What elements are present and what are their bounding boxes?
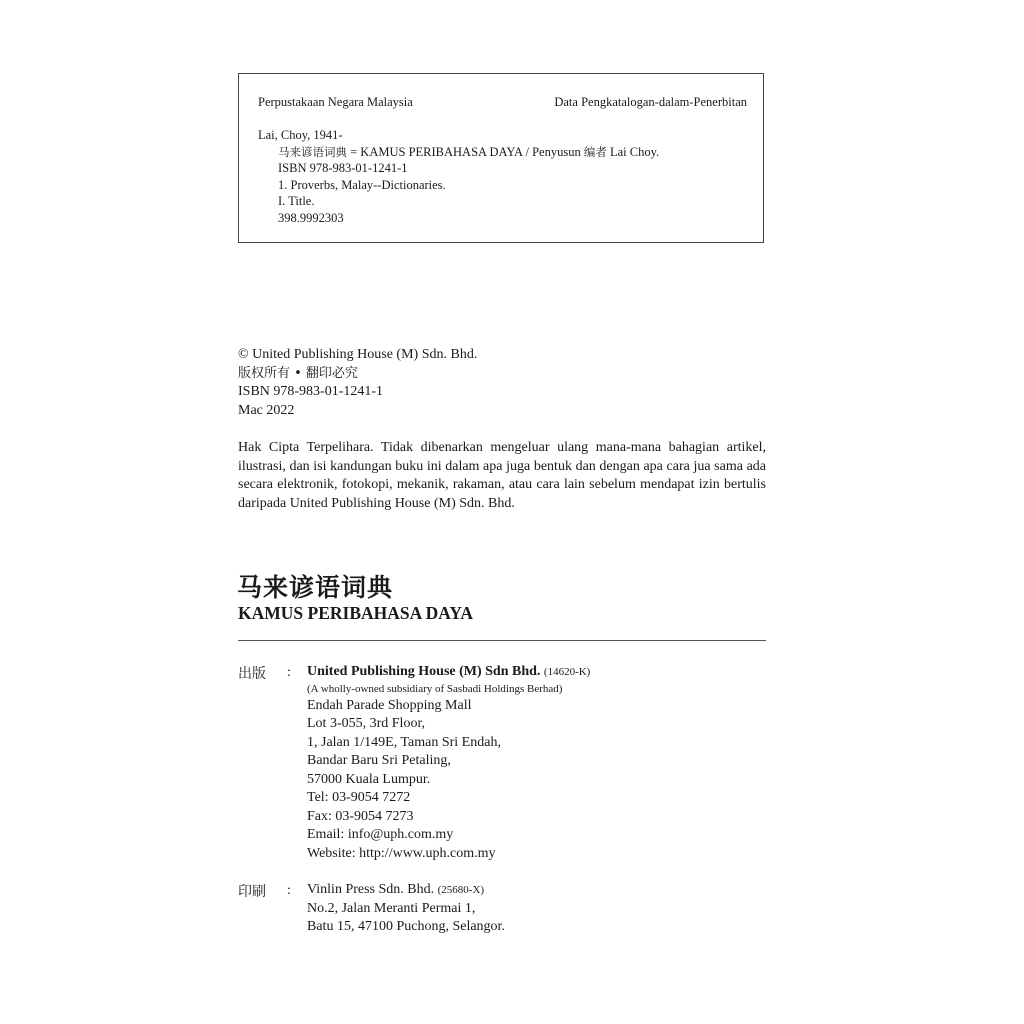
- publisher-label: 出版: [238, 666, 266, 682]
- publisher-subsidiary: (A wholly-owned subsidiary of Sasbadi Holdings Berhad): [307, 682, 563, 695]
- printer-label: 印刷: [238, 884, 266, 900]
- cip-title-rest: = KAMUS PERIBAHASA DAYA / Penyusun: [347, 144, 584, 159]
- publisher-colon: :: [287, 665, 291, 680]
- printer-name: Vinlin Press Sdn. Bhd.: [307, 882, 435, 897]
- title-divider: [238, 640, 766, 641]
- publisher-email: Email: info@uph.com.my: [307, 827, 454, 842]
- cip-classification: 398.9992303: [278, 210, 344, 225]
- copyright-holder: © United Publishing House (M) Sdn. Bhd.: [238, 347, 478, 362]
- publisher-address-line: Bandar Baru Sri Petaling,: [307, 753, 451, 768]
- cip-title-zh: 马来谚语词典: [278, 144, 347, 159]
- copyright-block: [238, 346, 477, 420]
- cip-record: [258, 127, 659, 226]
- book-title-ms: KAMUS PERIBAHASA DAYA: [238, 603, 474, 623]
- cip-title-entry: I. Title.: [278, 194, 315, 208]
- cip-heading: Data Pengkatalogan-dalam-Penerbitan: [554, 95, 747, 109]
- printer-address-line: Batu 15, 47100 Puchong, Selangor.: [307, 919, 505, 934]
- publisher-reg-no: (14620-K): [543, 666, 591, 678]
- copyright-date: Mac 2022: [238, 402, 295, 418]
- publisher-block: [307, 663, 590, 863]
- cip-subject: 1. Proverbs, Malay--Dictionaries.: [278, 177, 446, 192]
- cip-library-name: Perpustakaan Negara Malaysia: [258, 95, 413, 109]
- publisher-address-line: 1, Jalan 1/149E, Taman Sri Endah,: [307, 734, 501, 750]
- publisher-address-line: 57000 Kuala Lumpur.: [307, 771, 431, 787]
- publisher-name: United Publishing House (M) Sdn Bhd.: [307, 664, 541, 679]
- cip-title-line: [258, 144, 659, 161]
- printer-block: [307, 881, 505, 937]
- publisher-address-line: Lot 3-055, 3rd Floor,: [307, 716, 426, 731]
- publisher-website: Website: http://www.uph.com.my: [307, 845, 496, 861]
- printer-address-line: No.2, Jalan Meranti Permai 1,: [307, 900, 476, 916]
- publisher-tel: Tel: 03-9054 7272: [307, 790, 411, 805]
- cip-isbn: ISBN 978-983-01-1241-1: [278, 161, 408, 175]
- book-title-zh: 马来谚语词典: [237, 573, 394, 602]
- copyright-rights-zh: 版权所有 • 翻印必究: [238, 365, 358, 381]
- publisher-fax: Fax: 03-9054 7273: [307, 808, 414, 824]
- printer-colon: :: [287, 883, 291, 898]
- copyright-isbn: ISBN 978-983-01-1241-1: [238, 384, 384, 399]
- publisher-address-line: Endah Parade Shopping Mall: [307, 697, 472, 713]
- cip-editor-name: Lai Choy.: [606, 144, 660, 159]
- cip-author: Lai, Choy, 1941-: [258, 128, 343, 142]
- cip-editor-zh: 编者: [583, 144, 607, 159]
- printer-reg-no: (25680-X): [437, 884, 485, 896]
- cip-data-box: [238, 73, 764, 243]
- legal-notice: Hak Cipta Terpelihara. Tidak dibenarkan mengeluar ulang mana-mana bahagian artikel, ilustrasi, dan isi kandungan buku ini dalam apa juga bentuk dan dengan apa cara jua sama ada secara elektronik, fotokopi, mekanik, rakaman, atau cara lain sebelum mendapat izin bertulis daripada United Publishing House (M) Sdn. Bhd.: [238, 440, 766, 511]
